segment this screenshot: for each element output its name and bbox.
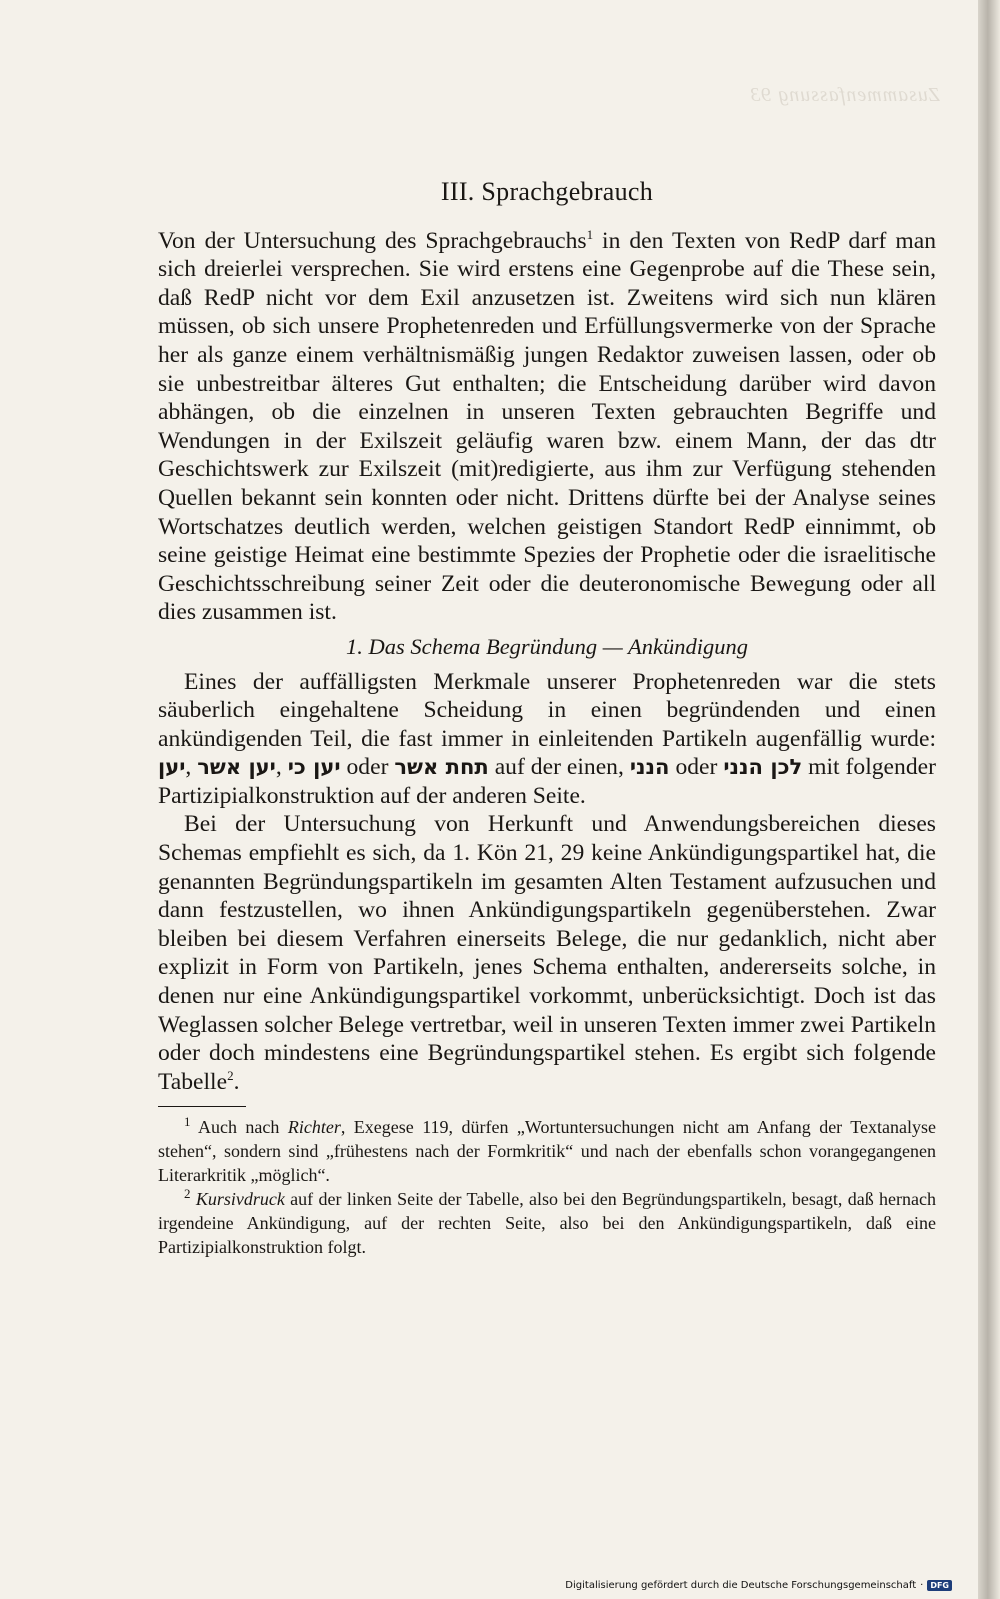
- chapter-title: III. Sprachgebrauch: [440, 177, 654, 206]
- text-run: ,: [275, 754, 288, 781]
- italic-term: Kursivdruck: [195, 1189, 285, 1210]
- text-run: Auch nach: [190, 1117, 288, 1138]
- page-text: [158, 178, 936, 1259]
- paragraph-schema: [158, 668, 936, 811]
- bleed-through-header: Zusammenfassung 93: [749, 84, 940, 106]
- text-run: in den Texten von RedP darf man sich dreierlei versprechen. Sie wird erstens eine Gegenprobe auf die These sein, daß RedP nicht vor dem Exil anzusetzen ist. Zweitens wird sich nun klären müssen, ob sich unsere Prophetenreden und Erfüllungsvermerke von der Sprache her als ganze einem verhältnismäßig jungen Redaktor zuweisen lassen, oder ob sie unbestreitbar älteres Gut enthalten; die Entscheidung darüber wird davon abhängen, ob die einzelnen in unseren Texten gebrauchten Begriffe und Wendungen in der Exilszeit geläufig waren bzw. einem Mann, der das dtr Geschichtswerk zur Exilszeit (mit)redigierte, aus ihm zur Verfügung stehenden Quellen bekannt sein konnten oder nicht. Drittens dürfte bei der Analyse seines Wortschatzes deutlich werden, welchen geistigen Standort RedP einnimmt, ob seine geistige Heimat eine bestimmte Spezies der Prophetie oder die israelitische Geschichtsschreibung seiner Zeit oder die deuteronomische Bewegung oder all dies zusammen ist.: [158, 227, 936, 626]
- footnote-1: [158, 1115, 936, 1187]
- text-run: Von der Untersuchung des Sprachgebrauchs: [158, 227, 587, 254]
- paragraph-intro: [158, 227, 936, 627]
- dfg-logo: DFG: [927, 1580, 952, 1591]
- footnote-number: 2: [184, 1186, 191, 1202]
- text-run: Eines der auffälligsten Merkmale unserer Prophetenreden war die stets säuberlich eingehaltene Scheidung in einen begründenden und einen ankündigenden Teil, die fast immer in einleitenden Partikeln augenfällig wurde:: [158, 668, 936, 752]
- text-run: oder: [669, 754, 724, 781]
- hebrew-particle: יען: [158, 755, 186, 780]
- text-run: auf der linken Seite der Tabelle, also bei den Begründungspartikeln, besagt, daß hernach irgendeine Ankündigung, auf der rechten Seite, also bei den Ankündigungspartikeln, daß eine Partizipialkonstruktion folgt.: [158, 1189, 936, 1258]
- hebrew-particle: לכן הנני: [723, 755, 803, 780]
- author-name: Richter: [287, 1117, 341, 1138]
- hebrew-particle: יען כי: [287, 755, 341, 780]
- paragraph-method: [158, 810, 936, 1096]
- footnotes: [158, 1115, 936, 1259]
- footnote-divider: [158, 1106, 246, 1107]
- text-run: mit folgender Partizipialkonstruktion auf der anderen Seite.: [158, 754, 936, 809]
- footnote-2: [158, 1187, 936, 1259]
- hebrew-particle: הנני: [629, 755, 670, 780]
- digitization-credit: Digitalisierung gefördert durch die Deutsche Forschungsgemeinschaft · DFG: [565, 1580, 952, 1591]
- text-run: auf der einen,: [488, 754, 630, 781]
- text-run: , Exegese 119, dürfen „Wortuntersuchungen nicht am Anfang der Textanalyse stehen“, sondern sind „frühestens nach der Formkritik“ und nach der ebenfalls schon vorangegangenen Literarkritik „möglich“.: [158, 1117, 937, 1186]
- footnote-ref-1: 1: [586, 226, 594, 242]
- text-run: ,: [185, 754, 198, 781]
- text-run: oder: [340, 754, 395, 781]
- credit-text: Digitalisierung gefördert durch die Deutsche Forschungsgemeinschaft: [565, 1580, 917, 1591]
- footnote-ref-2: 2: [227, 1067, 234, 1083]
- hebrew-particle: תחת אשר: [394, 755, 489, 780]
- footnote-number: 1: [184, 1114, 191, 1130]
- text-run: Bei der Untersuchung von Herkunft und Anwendungsbereichen dieses Schemas empfiehlt es sich, da 1. Kön 21, 29 keine Ankündigungspartikel hat, die genannten Begründungspartikeln im gesamten Alten Testament aufzusuchen und dann festzustellen, wo ihnen Ankündigungspartikeln gegenüberstehen. Zwar bleiben bei diesem Verfahren einerseits Belege, die nur gedanklich, nicht aber explizit in Form von Partikeln, jenes Schema enthalten, andererseits solche, in denen nur eine Ankündigungspartikel vorkommt, unberücksichtigt. Doch ist das Weglassen solcher Belege vertretbar, weil in unseren Texten immer zwei Partikeln oder doch mindestens eine Begründungspartikel stehen. Es ergibt sich folgende Tabelle: [158, 811, 936, 1095]
- page-edge-shadow: [978, 0, 1000, 1599]
- hebrew-particle: יען אשר: [197, 755, 276, 780]
- section-heading: 1. Das Schema Begründung — Ankündigung: [345, 633, 749, 659]
- text-run: .: [233, 1068, 240, 1095]
